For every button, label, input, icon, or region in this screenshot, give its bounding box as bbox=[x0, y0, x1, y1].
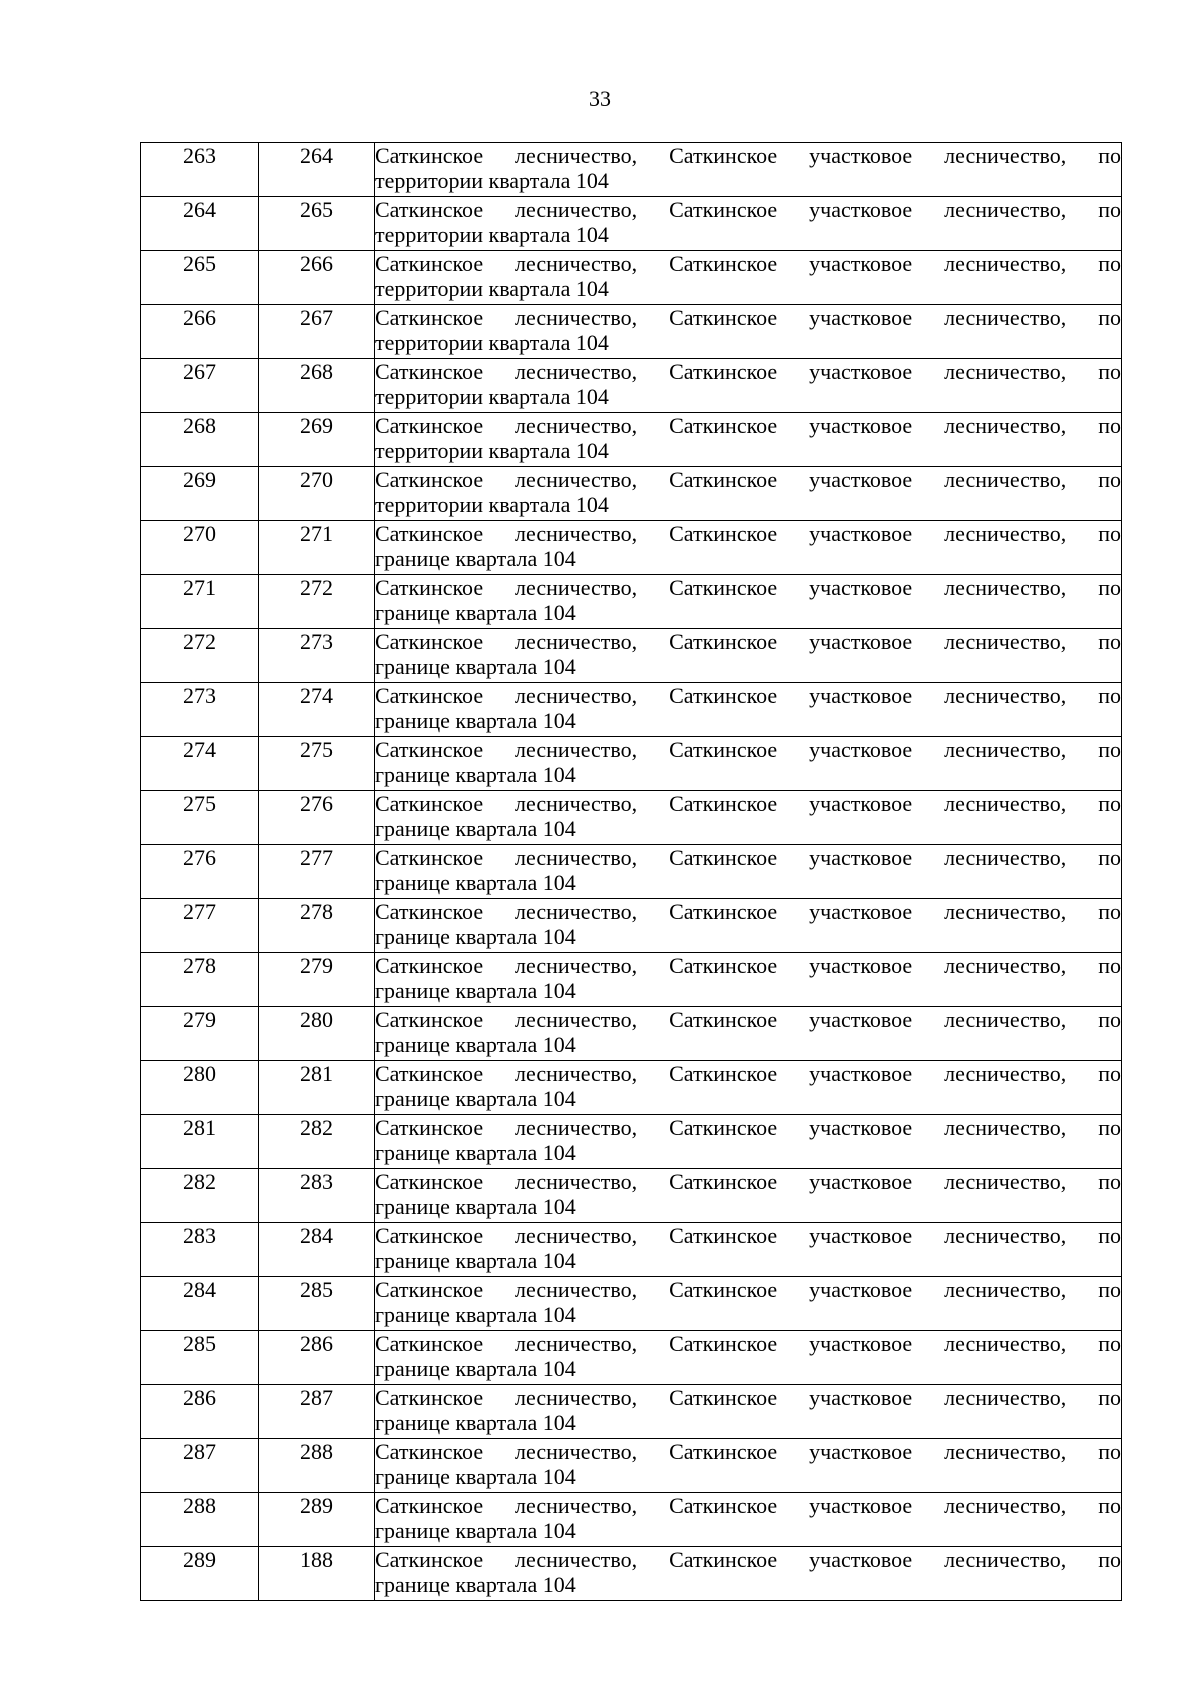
table-row bbox=[141, 899, 1122, 953]
description-line-1: Саткинское лесничество, Саткинское участковое лесничество, по bbox=[375, 1223, 1121, 1248]
point-from-cell: 276 bbox=[141, 845, 259, 899]
description-line-2: границе квартала 104 bbox=[375, 1356, 576, 1381]
description-cell bbox=[375, 1493, 1122, 1547]
description-line-1: Саткинское лесничество, Саткинское участковое лесничество, по bbox=[375, 1331, 1121, 1356]
point-from-cell: 264 bbox=[141, 197, 259, 251]
table-row bbox=[141, 1493, 1122, 1547]
table-row bbox=[141, 1385, 1122, 1439]
point-to-cell: 272 bbox=[259, 575, 375, 629]
table-row bbox=[141, 305, 1122, 359]
point-to-cell: 265 bbox=[259, 197, 375, 251]
description-line-2: границе квартала 104 bbox=[375, 1248, 576, 1273]
description-cell bbox=[375, 1061, 1122, 1115]
description-line-1: Саткинское лесничество, Саткинское участковое лесничество, по bbox=[375, 1493, 1121, 1518]
table-row bbox=[141, 1223, 1122, 1277]
page-number: 33 bbox=[589, 86, 611, 111]
point-from-cell: 270 bbox=[141, 521, 259, 575]
point-from-cell: 281 bbox=[141, 1115, 259, 1169]
description-cell bbox=[375, 197, 1122, 251]
table-row bbox=[141, 1115, 1122, 1169]
point-from-cell: 278 bbox=[141, 953, 259, 1007]
point-to-cell: 283 bbox=[259, 1169, 375, 1223]
point-from-cell: 286 bbox=[141, 1385, 259, 1439]
description-line-1: Саткинское лесничество, Саткинское участковое лесничество, по bbox=[375, 143, 1121, 168]
point-from-cell: 289 bbox=[141, 1547, 259, 1601]
point-from-cell: 288 bbox=[141, 1493, 259, 1547]
description-line-2: границе квартала 104 bbox=[375, 654, 576, 679]
table-row bbox=[141, 845, 1122, 899]
description-line-1: Саткинское лесничество, Саткинское участковое лесничество, по bbox=[375, 1061, 1121, 1086]
point-to-cell: 279 bbox=[259, 953, 375, 1007]
description-cell bbox=[375, 359, 1122, 413]
description-line-2: территории квартала 104 bbox=[375, 492, 609, 517]
point-from-cell: 282 bbox=[141, 1169, 259, 1223]
point-to-cell: 271 bbox=[259, 521, 375, 575]
point-to-cell: 266 bbox=[259, 251, 375, 305]
point-to-cell: 274 bbox=[259, 683, 375, 737]
point-from-cell: 280 bbox=[141, 1061, 259, 1115]
point-from-cell: 277 bbox=[141, 899, 259, 953]
description-line-2: границе квартала 104 bbox=[375, 1464, 576, 1489]
table-row bbox=[141, 1007, 1122, 1061]
description-line-1: Саткинское лесничество, Саткинское участковое лесничество, по bbox=[375, 1277, 1121, 1302]
description-line-1: Саткинское лесничество, Саткинское участковое лесничество, по bbox=[375, 575, 1121, 600]
description-cell bbox=[375, 791, 1122, 845]
table-row bbox=[141, 791, 1122, 845]
point-to-cell: 278 bbox=[259, 899, 375, 953]
description-cell bbox=[375, 953, 1122, 1007]
description-cell bbox=[375, 1439, 1122, 1493]
description-line-1: Саткинское лесничество, Саткинское участковое лесничество, по bbox=[375, 1007, 1121, 1032]
point-to-cell: 277 bbox=[259, 845, 375, 899]
table-row bbox=[141, 521, 1122, 575]
point-to-cell: 269 bbox=[259, 413, 375, 467]
description-line-2: территории квартала 104 bbox=[375, 276, 609, 301]
point-to-cell: 268 bbox=[259, 359, 375, 413]
description-line-1: Саткинское лесничество, Саткинское участковое лесничество, по bbox=[375, 1439, 1121, 1464]
description-cell bbox=[375, 845, 1122, 899]
description-cell bbox=[375, 521, 1122, 575]
description-line-2: территории квартала 104 bbox=[375, 222, 609, 247]
table-row bbox=[141, 1439, 1122, 1493]
description-line-1: Саткинское лесничество, Саткинское участковое лесничество, по bbox=[375, 1385, 1121, 1410]
point-from-cell: 265 bbox=[141, 251, 259, 305]
table-row bbox=[141, 953, 1122, 1007]
point-from-cell: 285 bbox=[141, 1331, 259, 1385]
table-row bbox=[141, 359, 1122, 413]
description-line-2: территории квартала 104 bbox=[375, 384, 609, 409]
description-cell bbox=[375, 143, 1122, 197]
table-row bbox=[141, 575, 1122, 629]
table-row bbox=[141, 1547, 1122, 1601]
description-line-2: границе квартала 104 bbox=[375, 1032, 576, 1057]
description-cell bbox=[375, 305, 1122, 359]
description-line-2: границе квартала 104 bbox=[375, 978, 576, 1003]
description-cell bbox=[375, 1331, 1122, 1385]
description-cell bbox=[375, 1547, 1122, 1601]
description-line-1: Саткинское лесничество, Саткинское участковое лесничество, по bbox=[375, 791, 1121, 816]
description-line-2: границе квартала 104 bbox=[375, 1572, 576, 1597]
point-to-cell: 286 bbox=[259, 1331, 375, 1385]
point-from-cell: 272 bbox=[141, 629, 259, 683]
table-row bbox=[141, 737, 1122, 791]
point-from-cell: 284 bbox=[141, 1277, 259, 1331]
table-row bbox=[141, 1061, 1122, 1115]
description-line-1: Саткинское лесничество, Саткинское участковое лесничество, по bbox=[375, 629, 1121, 654]
description-line-1: Саткинское лесничество, Саткинское участковое лесничество, по bbox=[375, 683, 1121, 708]
description-line-1: Саткинское лесничество, Саткинское участковое лесничество, по bbox=[375, 197, 1121, 222]
description-line-2: границе квартала 104 bbox=[375, 1410, 576, 1435]
description-line-1: Саткинское лесничество, Саткинское участковое лесничество, по bbox=[375, 1547, 1121, 1572]
point-to-cell: 288 bbox=[259, 1439, 375, 1493]
description-line-2: границе квартала 104 bbox=[375, 546, 576, 571]
point-from-cell: 287 bbox=[141, 1439, 259, 1493]
description-cell bbox=[375, 1223, 1122, 1277]
description-cell bbox=[375, 899, 1122, 953]
description-line-2: границе квартала 104 bbox=[375, 762, 576, 787]
description-line-1: Саткинское лесничество, Саткинское участковое лесничество, по bbox=[375, 521, 1121, 546]
description-line-1: Саткинское лесничество, Саткинское участковое лесничество, по bbox=[375, 359, 1121, 384]
point-from-cell: 268 bbox=[141, 413, 259, 467]
description-line-2: территории квартала 104 bbox=[375, 168, 609, 193]
point-from-cell: 273 bbox=[141, 683, 259, 737]
point-from-cell: 279 bbox=[141, 1007, 259, 1061]
table-row bbox=[141, 413, 1122, 467]
point-from-cell: 271 bbox=[141, 575, 259, 629]
description-line-2: границе квартала 104 bbox=[375, 1518, 576, 1543]
table-row bbox=[141, 1277, 1122, 1331]
table-row bbox=[141, 1169, 1122, 1223]
point-to-cell: 276 bbox=[259, 791, 375, 845]
table-row bbox=[141, 1331, 1122, 1385]
point-from-cell: 263 bbox=[141, 143, 259, 197]
table-row bbox=[141, 197, 1122, 251]
table-row bbox=[141, 629, 1122, 683]
description-line-1: Саткинское лесничество, Саткинское участковое лесничество, по bbox=[375, 413, 1121, 438]
description-cell bbox=[375, 1007, 1122, 1061]
description-line-1: Саткинское лесничество, Саткинское участковое лесничество, по bbox=[375, 737, 1121, 762]
description-line-1: Саткинское лесничество, Саткинское участковое лесничество, по bbox=[375, 1169, 1121, 1194]
description-cell bbox=[375, 413, 1122, 467]
description-cell bbox=[375, 1115, 1122, 1169]
description-line-1: Саткинское лесничество, Саткинское участковое лесничество, по bbox=[375, 899, 1121, 924]
point-to-cell: 281 bbox=[259, 1061, 375, 1115]
description-line-2: границе квартала 104 bbox=[375, 870, 576, 895]
description-line-2: границе квартала 104 bbox=[375, 1140, 576, 1165]
description-cell bbox=[375, 467, 1122, 521]
point-to-cell: 287 bbox=[259, 1385, 375, 1439]
point-from-cell: 267 bbox=[141, 359, 259, 413]
point-to-cell: 270 bbox=[259, 467, 375, 521]
point-to-cell: 264 bbox=[259, 143, 375, 197]
description-line-2: границе квартала 104 bbox=[375, 1194, 576, 1219]
point-from-cell: 266 bbox=[141, 305, 259, 359]
point-to-cell: 280 bbox=[259, 1007, 375, 1061]
description-line-2: территории квартала 104 bbox=[375, 330, 609, 355]
point-to-cell: 284 bbox=[259, 1223, 375, 1277]
table-body bbox=[141, 143, 1122, 1601]
point-to-cell: 273 bbox=[259, 629, 375, 683]
description-cell bbox=[375, 251, 1122, 305]
description-line-1: Саткинское лесничество, Саткинское участковое лесничество, по bbox=[375, 953, 1121, 978]
point-from-cell: 274 bbox=[141, 737, 259, 791]
description-cell bbox=[375, 1277, 1122, 1331]
description-line-1: Саткинское лесничество, Саткинское участковое лесничество, по bbox=[375, 305, 1121, 330]
description-line-1: Саткинское лесничество, Саткинское участковое лесничество, по bbox=[375, 251, 1121, 276]
description-line-1: Саткинское лесничество, Саткинское участковое лесничество, по bbox=[375, 845, 1121, 870]
table-row bbox=[141, 143, 1122, 197]
description-line-2: территории квартала 104 bbox=[375, 438, 609, 463]
boundary-points-table bbox=[140, 142, 1122, 1601]
description-cell bbox=[375, 629, 1122, 683]
table-row bbox=[141, 467, 1122, 521]
table-row bbox=[141, 683, 1122, 737]
description-line-1: Саткинское лесничество, Саткинское участковое лесничество, по bbox=[375, 467, 1121, 492]
point-to-cell: 285 bbox=[259, 1277, 375, 1331]
description-cell bbox=[375, 575, 1122, 629]
point-from-cell: 283 bbox=[141, 1223, 259, 1277]
table-row bbox=[141, 251, 1122, 305]
point-from-cell: 269 bbox=[141, 467, 259, 521]
description-cell bbox=[375, 683, 1122, 737]
point-to-cell: 282 bbox=[259, 1115, 375, 1169]
point-from-cell: 275 bbox=[141, 791, 259, 845]
description-cell bbox=[375, 737, 1122, 791]
description-line-2: границе квартала 104 bbox=[375, 816, 576, 841]
point-to-cell: 275 bbox=[259, 737, 375, 791]
description-line-2: границе квартала 104 bbox=[375, 600, 576, 625]
point-to-cell: 267 bbox=[259, 305, 375, 359]
point-to-cell: 289 bbox=[259, 1493, 375, 1547]
description-line-2: границе квартала 104 bbox=[375, 1302, 576, 1327]
description-cell bbox=[375, 1385, 1122, 1439]
description-line-2: границе квартала 104 bbox=[375, 1086, 576, 1111]
point-to-cell: 188 bbox=[259, 1547, 375, 1601]
description-line-1: Саткинское лесничество, Саткинское участковое лесничество, по bbox=[375, 1115, 1121, 1140]
description-line-2: границе квартала 104 bbox=[375, 924, 576, 949]
description-line-2: границе квартала 104 bbox=[375, 708, 576, 733]
description-cell bbox=[375, 1169, 1122, 1223]
